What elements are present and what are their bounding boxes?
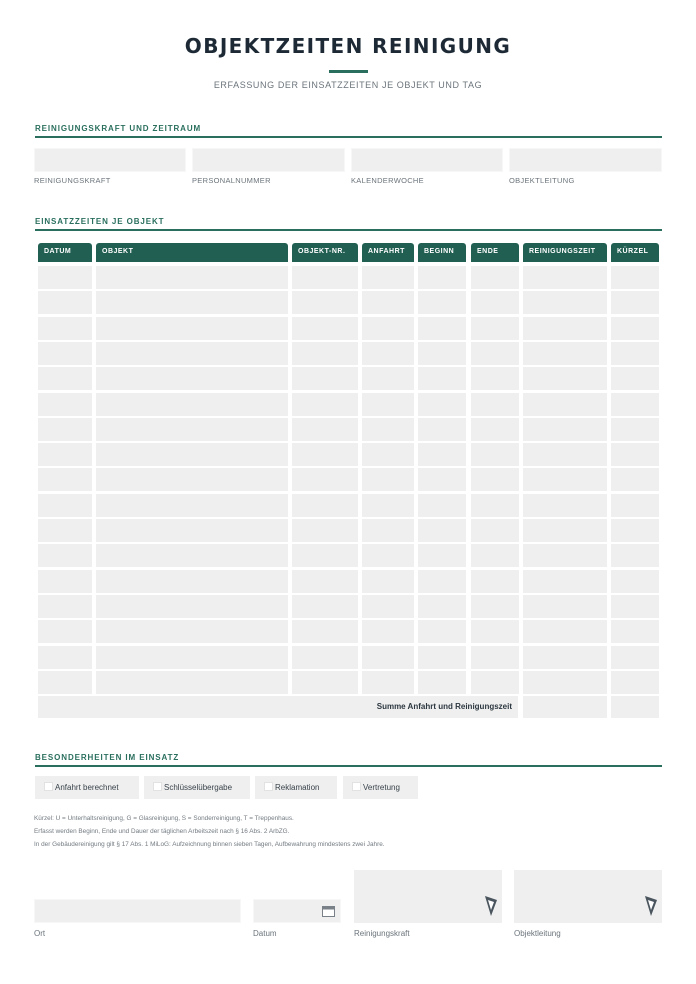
- table-cell-datum[interactable]: [38, 418, 92, 441]
- table-cell-anfahrt[interactable]: [362, 443, 414, 466]
- calendar-icon[interactable]: [322, 906, 335, 917]
- table-cell-objekt[interactable]: [96, 671, 288, 694]
- reinigungskraft-label: REINIGUNGSKRAFT: [34, 176, 111, 185]
- table-cell-ende[interactable]: [471, 646, 519, 669]
- table-cell-objekt[interactable]: [96, 342, 288, 365]
- table-cell-anfahrt[interactable]: [362, 544, 414, 567]
- table-cell-anfahrt[interactable]: [362, 393, 414, 416]
- datum-label: Datum: [253, 929, 277, 938]
- table-cell-reinigungszeit[interactable]: [523, 367, 607, 390]
- table-cell-datum[interactable]: [38, 646, 92, 669]
- checkbox-label: Reklamation: [275, 783, 320, 792]
- table-cell-kuerzel[interactable]: [611, 595, 659, 618]
- table-cell-datum[interactable]: [38, 317, 92, 340]
- table-cell-objekt[interactable]: [96, 620, 288, 643]
- table-cell-objekt[interactable]: [96, 595, 288, 618]
- table-cell-anfahrt[interactable]: [362, 418, 414, 441]
- section-heading-besonderheiten: BESONDERHEITEN IM EINSATZ: [35, 753, 662, 767]
- reinigungskraft-field[interactable]: [34, 148, 186, 172]
- table-cell-reinigungszeit[interactable]: [523, 291, 607, 314]
- section-heading-einsatzzeiten: EINSATZZEITEN JE OBJEKT: [35, 217, 662, 231]
- table-cell-datum[interactable]: [38, 595, 92, 618]
- reinigungskraft-signature-box[interactable]: [354, 870, 502, 923]
- table-cell-ende[interactable]: [471, 671, 519, 694]
- table-cell-anfahrt[interactable]: [362, 595, 414, 618]
- table-cell-objekt-nr[interactable]: [292, 418, 358, 441]
- column-header-ende: ENDE: [471, 243, 519, 262]
- table-cell-beginn[interactable]: [418, 418, 466, 441]
- table-cell-beginn[interactable]: [418, 519, 466, 542]
- table-cell-beginn[interactable]: [418, 544, 466, 567]
- objektleitung-label: OBJEKTLEITUNG: [509, 176, 575, 185]
- table-cell-beginn[interactable]: [418, 443, 466, 466]
- table-cell-ende[interactable]: [471, 342, 519, 365]
- table-cell-ende[interactable]: [471, 468, 519, 491]
- table-cell-beginn[interactable]: [418, 342, 466, 365]
- checkbox-label: Anfahrt berechnet: [55, 783, 119, 792]
- table-cell-objekt-nr[interactable]: [292, 317, 358, 340]
- table-cell-beginn[interactable]: [418, 646, 466, 669]
- table-cell-beginn[interactable]: [418, 570, 466, 593]
- section-heading-reinigungskraft: REINIGUNGSKRAFT UND ZEITRAUM: [35, 124, 662, 138]
- table-cell-reinigungszeit[interactable]: [523, 620, 607, 643]
- table-cell-datum[interactable]: [38, 494, 92, 517]
- sum-reinigungszeit-cell[interactable]: [523, 696, 607, 718]
- table-cell-reinigungszeit[interactable]: [523, 393, 607, 416]
- pen-icon: [643, 894, 659, 918]
- column-header-reinigungszeit: REINIGUNGSZEIT: [523, 243, 607, 262]
- table-cell-objekt[interactable]: [96, 367, 288, 390]
- table-cell-objekt[interactable]: [96, 519, 288, 542]
- table-cell-ende[interactable]: [471, 519, 519, 542]
- table-cell-objekt-nr[interactable]: [292, 519, 358, 542]
- table-cell-objekt[interactable]: [96, 570, 288, 593]
- table-cell-datum[interactable]: [38, 570, 92, 593]
- table-cell-objekt-nr[interactable]: [292, 291, 358, 314]
- table-cell-kuerzel[interactable]: [611, 266, 659, 289]
- table-cell-anfahrt[interactable]: [362, 620, 414, 643]
- page-subtitle: ERFASSUNG DER EINSATZZEITEN JE OBJEKT UND TAG: [213, 80, 483, 90]
- table-cell-objekt-nr[interactable]: [292, 266, 358, 289]
- table-cell-objekt-nr[interactable]: [292, 367, 358, 390]
- column-header-objekt: OBJEKT: [96, 243, 288, 262]
- table-cell-reinigungszeit[interactable]: [523, 468, 607, 491]
- checkbox-vertretung[interactable]: [343, 776, 418, 799]
- table-cell-reinigungszeit[interactable]: [523, 671, 607, 694]
- table-cell-kuerzel[interactable]: [611, 443, 659, 466]
- table-cell-objekt[interactable]: [96, 266, 288, 289]
- table-cell-reinigungszeit[interactable]: [523, 544, 607, 567]
- checkbox-label: Vertretung: [363, 783, 400, 792]
- table-cell-objekt-nr[interactable]: [292, 393, 358, 416]
- table-cell-objekt[interactable]: [96, 544, 288, 567]
- table-cell-anfahrt[interactable]: [362, 646, 414, 669]
- table-cell-anfahrt[interactable]: [362, 671, 414, 694]
- table-cell-anfahrt[interactable]: [362, 570, 414, 593]
- table-cell-beginn[interactable]: [418, 291, 466, 314]
- table-cell-ende[interactable]: [471, 291, 519, 314]
- table-cell-objekt[interactable]: [96, 468, 288, 491]
- checkbox-label: Schlüsselübergabe: [164, 783, 233, 792]
- title-underline: [329, 70, 368, 73]
- table-cell-kuerzel[interactable]: [611, 544, 659, 567]
- table-cell-beginn[interactable]: [418, 620, 466, 643]
- table-cell-objekt-nr[interactable]: [292, 671, 358, 694]
- table-cell-kuerzel[interactable]: [611, 342, 659, 365]
- table-cell-ende[interactable]: [471, 494, 519, 517]
- table-cell-kuerzel[interactable]: [611, 671, 659, 694]
- personalnummer-field[interactable]: [192, 148, 345, 172]
- table-cell-anfahrt[interactable]: [362, 367, 414, 390]
- checkbox-anfahrt-berechnet[interactable]: [35, 776, 139, 799]
- table-cell-kuerzel[interactable]: [611, 393, 659, 416]
- pen-icon: [483, 894, 499, 918]
- table-cell-ende[interactable]: [471, 367, 519, 390]
- table-cell-datum[interactable]: [38, 266, 92, 289]
- page-title: OBJEKTZEITEN REINIGUNG: [184, 34, 512, 58]
- table-cell-objekt-nr[interactable]: [292, 544, 358, 567]
- table-cell-reinigungszeit[interactable]: [523, 494, 607, 517]
- table-cell-ende[interactable]: [471, 595, 519, 618]
- table-cell-kuerzel[interactable]: [611, 367, 659, 390]
- table-cell-kuerzel[interactable]: [611, 468, 659, 491]
- objektleitung-signature-box[interactable]: [514, 870, 662, 923]
- table-cell-anfahrt[interactable]: [362, 342, 414, 365]
- table-cell-objekt-nr[interactable]: [292, 468, 358, 491]
- reinigungskraft-signature-label: Reinigungskraft: [354, 929, 410, 938]
- table-cell-objekt[interactable]: [96, 418, 288, 441]
- note-kuerzel: Kürzel: U = Unterhaltsreinigung, G = Glasreinigung, S = Sonderreinigung, T = Treppenhaus.: [34, 815, 294, 822]
- table-cell-kuerzel[interactable]: [611, 494, 659, 517]
- table-cell-kuerzel[interactable]: [611, 620, 659, 643]
- table-cell-objekt-nr[interactable]: [292, 570, 358, 593]
- table-cell-beginn[interactable]: [418, 468, 466, 491]
- personalnummer-label: PERSONALNUMMER: [192, 176, 271, 185]
- table-cell-objekt[interactable]: [96, 494, 288, 517]
- checkbox-square[interactable]: [153, 782, 162, 791]
- column-header-kuerzel: KÜRZEL: [611, 243, 659, 262]
- checkbox-square[interactable]: [352, 782, 361, 791]
- ort-field[interactable]: [34, 899, 241, 923]
- checkbox-schluesseluebergabe[interactable]: [144, 776, 250, 799]
- table-cell-beginn[interactable]: [418, 494, 466, 517]
- table-cell-datum[interactable]: [38, 544, 92, 567]
- kalenderwoche-field[interactable]: [351, 148, 503, 172]
- table-cell-kuerzel[interactable]: [611, 418, 659, 441]
- table-cell-reinigungszeit[interactable]: [523, 418, 607, 441]
- table-cell-objekt-nr[interactable]: [292, 646, 358, 669]
- table-cell-objekt-nr[interactable]: [292, 443, 358, 466]
- checkbox-reklamation[interactable]: [255, 776, 337, 799]
- table-cell-beginn[interactable]: [418, 367, 466, 390]
- table-cell-datum[interactable]: [38, 367, 92, 390]
- table-cell-objekt-nr[interactable]: [292, 494, 358, 517]
- table-cell-ende[interactable]: [471, 443, 519, 466]
- table-cell-datum[interactable]: [38, 342, 92, 365]
- table-cell-anfahrt[interactable]: [362, 317, 414, 340]
- table-cell-reinigungszeit[interactable]: [523, 443, 607, 466]
- table-cell-datum[interactable]: [38, 519, 92, 542]
- datum-field[interactable]: [253, 899, 341, 923]
- table-cell-anfahrt[interactable]: [362, 291, 414, 314]
- column-header-beginn: BEGINN: [418, 243, 466, 262]
- table-cell-ende[interactable]: [471, 266, 519, 289]
- table-cell-ende[interactable]: [471, 620, 519, 643]
- table-cell-reinigungszeit[interactable]: [523, 317, 607, 340]
- table-cell-kuerzel[interactable]: [611, 519, 659, 542]
- table-cell-reinigungszeit[interactable]: [523, 570, 607, 593]
- objektleitung-signature-label: Objektleitung: [514, 929, 561, 938]
- table-cell-ende[interactable]: [471, 544, 519, 567]
- table-cell-objekt-nr[interactable]: [292, 595, 358, 618]
- table-cell-kuerzel[interactable]: [611, 317, 659, 340]
- table-cell-datum[interactable]: [38, 393, 92, 416]
- table-cell-anfahrt[interactable]: [362, 494, 414, 517]
- table-cell-ende[interactable]: [471, 393, 519, 416]
- table-cell-beginn[interactable]: [418, 317, 466, 340]
- column-header-objekt-nr: OBJEKT-NR.: [292, 243, 358, 262]
- table-cell-reinigungszeit[interactable]: [523, 266, 607, 289]
- table-cell-ende[interactable]: [471, 570, 519, 593]
- sum-label: Summe Anfahrt und Reinigungszeit: [38, 696, 518, 718]
- table-cell-anfahrt[interactable]: [362, 519, 414, 542]
- table-cell-beginn[interactable]: [418, 671, 466, 694]
- table-cell-datum[interactable]: [38, 620, 92, 643]
- table-cell-ende[interactable]: [471, 317, 519, 340]
- table-cell-objekt[interactable]: [96, 291, 288, 314]
- table-cell-beginn[interactable]: [418, 393, 466, 416]
- ort-label: Ort: [34, 929, 46, 938]
- table-cell-reinigungszeit[interactable]: [523, 342, 607, 365]
- note-milog: In der Gebäudereinigung gilt § 17 Abs. 1 MiLoG: Aufzeichnung binnen sieben Tagen, Aufbewahrung mindestens zwei Jahre.: [34, 841, 385, 848]
- table-cell-reinigungszeit[interactable]: [523, 646, 607, 669]
- table-cell-objekt[interactable]: [96, 393, 288, 416]
- table-cell-datum[interactable]: [38, 443, 92, 466]
- table-cell-anfahrt[interactable]: [362, 468, 414, 491]
- table-cell-datum[interactable]: [38, 468, 92, 491]
- table-cell-objekt[interactable]: [96, 646, 288, 669]
- column-header-datum: DATUM: [38, 243, 92, 262]
- table-cell-reinigungszeit[interactable]: [523, 595, 607, 618]
- table-cell-beginn[interactable]: [418, 595, 466, 618]
- checkbox-square[interactable]: [44, 782, 53, 791]
- table-cell-datum[interactable]: [38, 291, 92, 314]
- table-cell-reinigungszeit[interactable]: [523, 519, 607, 542]
- table-cell-objekt[interactable]: [96, 443, 288, 466]
- table-cell-objekt-nr[interactable]: [292, 620, 358, 643]
- table-cell-objekt-nr[interactable]: [292, 342, 358, 365]
- table-cell-kuerzel[interactable]: [611, 291, 659, 314]
- table-cell-ende[interactable]: [471, 418, 519, 441]
- objektleitung-field[interactable]: [509, 148, 662, 172]
- table-cell-kuerzel[interactable]: [611, 646, 659, 669]
- checkbox-square[interactable]: [264, 782, 273, 791]
- column-header-anfahrt: ANFAHRT: [362, 243, 414, 262]
- kalenderwoche-label: KALENDERWOCHE: [351, 176, 424, 185]
- table-cell-anfahrt[interactable]: [362, 266, 414, 289]
- sum-kuerzel-cell[interactable]: [611, 696, 659, 718]
- table-cell-kuerzel[interactable]: [611, 570, 659, 593]
- note-arbzg: Erfasst werden Beginn, Ende und Dauer der täglichen Arbeitszeit nach § 16 Abs. 2 ArbZG.: [34, 828, 290, 835]
- table-cell-objekt[interactable]: [96, 317, 288, 340]
- table-cell-beginn[interactable]: [418, 266, 466, 289]
- table-cell-datum[interactable]: [38, 671, 92, 694]
